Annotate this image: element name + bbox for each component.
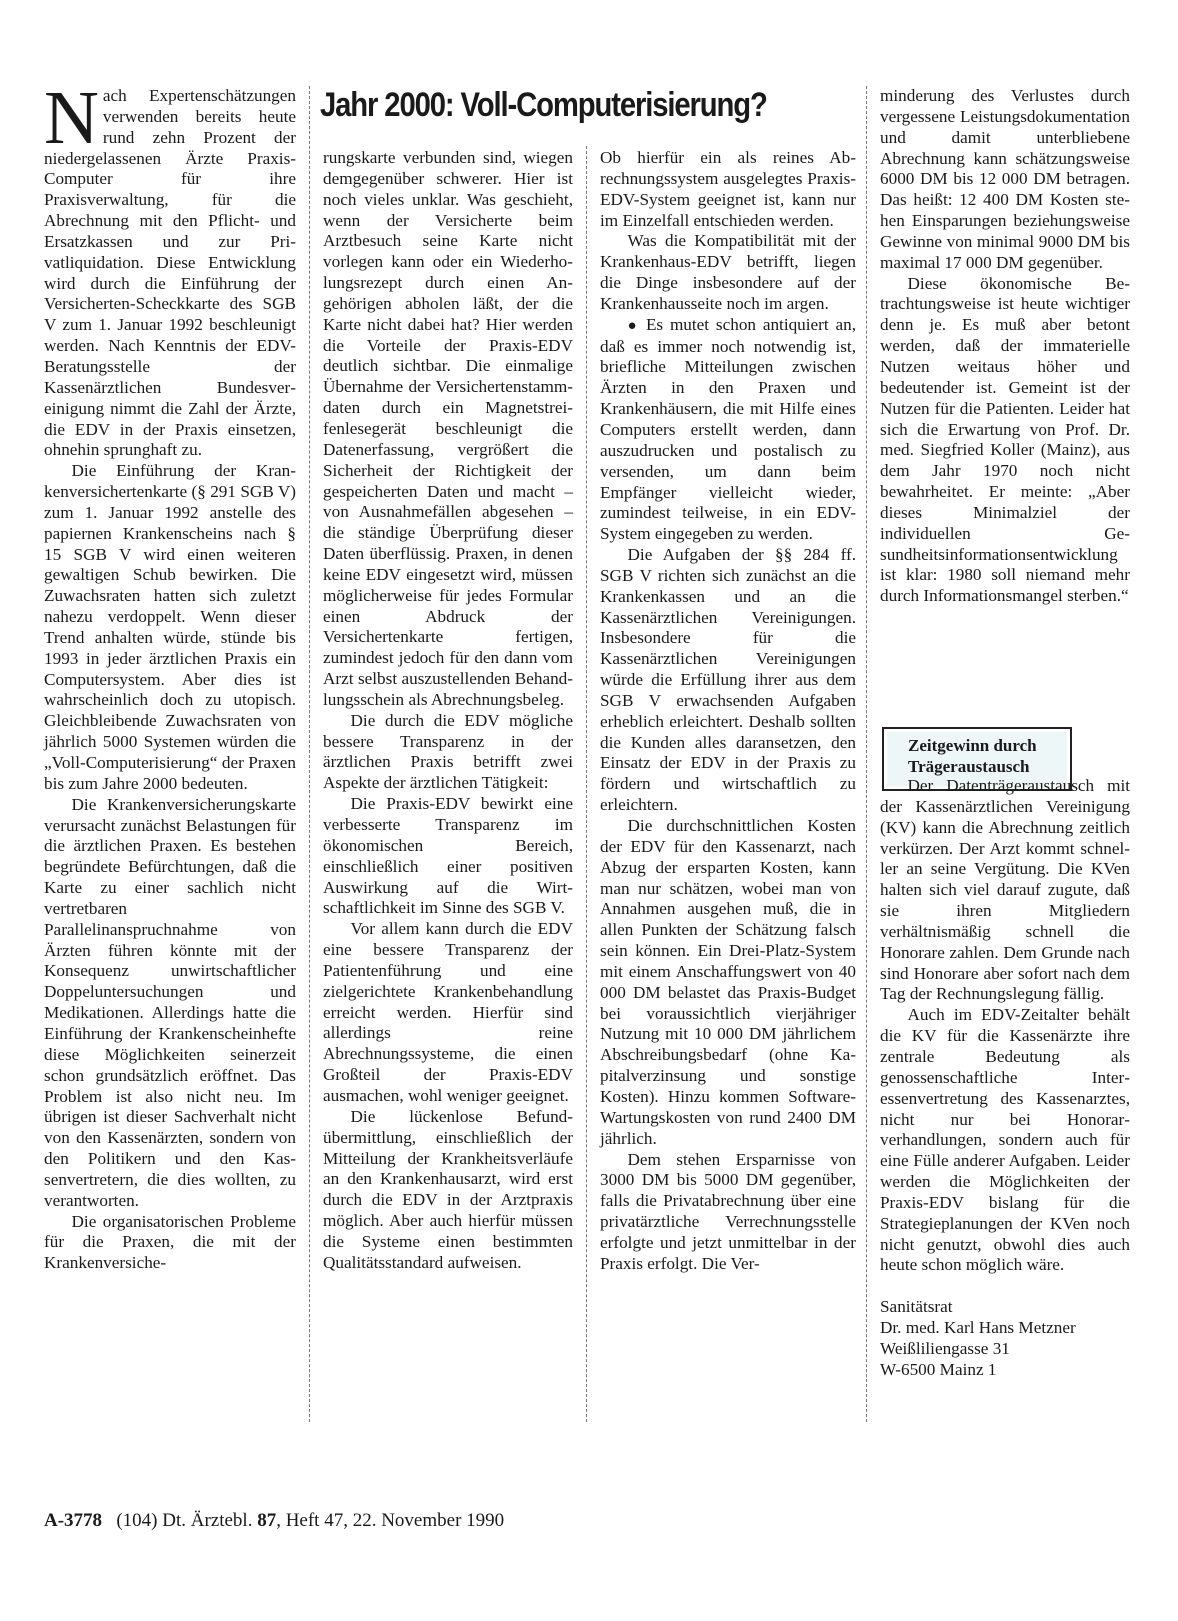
column-1	[44, 76, 296, 1274]
column-4	[880, 86, 1130, 607]
column-rule	[309, 86, 310, 1422]
paragraph: Die organisatorischen Probleme für die Praxen, die mit der Krankenversiche-	[44, 1211, 296, 1273]
subheading-title: Zeitgewinn durch Trägeraustausch	[908, 736, 1037, 776]
signature-line: Sanitätsrat	[880, 1297, 953, 1317]
paragraph: rungskarte verbunden sind, wiegen demgegenüber schwerer. Hier ist noch vieles unklar. Was geschieht, wenn der Versicherte beim Arztbesuch seine Karte nicht vorlegen kann oder ein Wiederholungsrezept durch einen Angehörigen abholen läßt, der die Karte nicht dabei hat? Hier werden die Vorteile der Praxis-EDV deutlich sichtbar. Die einmalige Übernahme der Versichertenstammdaten durch ein Magnetstreifenlesegerät beschleunigt die Datenerfassung, vergrößert die Sicherheit der Richtigkeit der gespeicherten Daten und macht – von Ausnahmefällen abgesehen – die ständige Überprüfung dieser Daten überflüssig. Praxen, in denen keine EDV eingesetzt wird, müssen möglicherweise für jedes Formular einen Abdruck der Versichertenkarte fertigen, zumindest jedoch für den dann vom Arzt selbst auszustellenden Behandlungsschein als Abrechnungsbeleg.	[323, 148, 573, 709]
paragraph: Die durchschnittlichen Kosten der EDV für den Kassenarzt, nach Abzug der ersparten Kosten, kann man nur schätzen, wobei man von Annahmen ausgehen muß, die in allen Punkten der Schätzung falsch sein können. Ein Drei-Platz-System mit einem Anschaffungswert von 40 000 DM belastet das Praxis-Budget bei voraussichtlich vierjähriger Nutzung mit 10 000 DM jährlichem Abschreibungsbedarf (ohne Kapitalverzinsung und sonstige Kosten). Hinzu kommen Software-Wartungskosten von rund 2400 DM jährlich.	[600, 816, 856, 1148]
page-footer	[44, 1510, 504, 1532]
paragraph: Die lückenlose Befundübermittlung, einschließlich der Mitteilung der Krankheitsverläufe an den Krankenhausarzt, wird erst durch die EDV in der Arztpraxis möglich. Aber auch hierfür müssen die Systeme einen bestimmten Qualitätsstandard aufweisen.	[323, 1106, 573, 1272]
paragraph: Diese ökonomische Betrachtungsweise ist heute wichtiger denn je. Es muß aber betont werden, daß der immaterielle Nutzen weitaus höher und bedeutender ist. Gemeint ist der Nutzen für die Patienten. Leider hat sich die Erwartung von Prof. Dr. med. Siegfried Koller (Mainz), aus dem Jahr 1970 noch nicht bewahrheitet. Er meinte: „Aber dieses Minimalziel der individuellen Gesundheitsinformationsentwicklung ist klar: 1980 soll niemand mehr durch Informationsmangel sterben.“	[880, 273, 1130, 606]
paragraph: Die Aufgaben der §§ 284 ff. SGB V richten sich zunächst an die Krankenkassen und an die Kassenärztlichen Vereinigungen. Insbesondere für die Kassenärztlichen Vereinigungen würde die Erfüllung ihrer aus dem SGB V erwachsenden Aufgaben erheblich erleichtert. Deshalb sollten die Kunden alles daransetzen, den Einsatz der EDV in der Praxis zu fördern und wirtschaftlich zu erleichtern.	[600, 545, 856, 815]
column-2	[323, 148, 573, 1274]
page-number: A-3778	[44, 1510, 103, 1531]
paragraph: Der Datenträgeraustausch mit der Kassenärztlichen Vereinigung (KV) kann die Abrechnung zeitlich verkürzen. Der Arzt kommt schneller an seine Vergütung. Die KVen halten sich viel darauf zugute, daß sie ihren Mitgliedern verhältnismäßig schnell die Honorare zahlen. Dem Grunde nach sind Honorare aber sofort nach dem Tag der Rechnungslegung fällig.	[880, 776, 1130, 1004]
drop-cap: N	[44, 76, 99, 160]
paragraph: Die Praxis-EDV bewirkt eine verbesserte Transparenz im ökonomischen Bereich, einschließlich einer positiven Auswirkung auf die Wirtschaftlichkeit im Sinne des SGB V.	[323, 794, 573, 918]
paragraph: minderung des Verlustes durch vergessene Leistungsdokumentation und damit unterbliebene Abrechnung kann schätzungsweise 6000 DM bis 12 000 DM betragen. Das heißt: 12 400 DM Kosten stehen Einsparungen beziehungsweise Gewinne von minimal 9000 DM bis maximal 17 000 DM gegenüber.	[880, 86, 1130, 272]
paragraph: Auch im EDV-Zeitalter behält die KV für die Kassenärzte ihre zentrale Bedeutung als genossenschaftliche Interessenvertretung des Kassenarztes, nicht nur bei Honorarverhandlungen, sondern auch für eine Fülle anderer Aufgaben. Leider werden die Möglichkeiten der Praxis-EDV bislang für die Strategieplanungen der KVen noch nicht genutzt, obwohl dies auch heute schon möglich wäre.	[880, 1005, 1130, 1275]
article-headline: Jahr 2000: Voll-Computerisierung?	[320, 86, 767, 124]
paragraph: Nach Expertenschätzungen verwenden bereits heute rund zehn Prozent der niedergelassenen Ärzte Praxis-Computer für ihre Praxisverwaltung, für die Abrechnung mit den Pflicht- und Ersatzkassen und zur Privatliquidation. Diese Entwicklung wird durch die Einführung der Versicherten-Scheckkarte des SGB V zum 1. Januar 1992 beschleunigt werden. Nach Kenntnis der EDV-Beratungsstelle der Kassenärztlichen Bundesvereinigung nimmt die Zahl der Ärzte, die EDV in der Praxis einsetzen, ohnehin sprunghaft zu.	[44, 76, 296, 460]
paragraph: Die Einführung der Krankenversichertenkarte (§ 291 SGB V) zum 1. Januar 1992 anstelle des papiernen Krankenscheins nach § 15 SGB V wird einen weiteren gewaltigen Schub bewirken. Die Zuwachsraten hatten sich zuletzt nahezu verdoppelt. Wenn dieser Trend anhalten würde, stünde bis 1993 in jeder ärztlichen Praxis ein Computersystem. Aber dies ist wahrscheinlich doch zu utopisch. Gleichbleibende Zuwachsraten von jährlich 5000 Systemen würden die „Voll-Computerisierung“ der Praxen bis zum Jahre 2000 bedeuten.	[44, 461, 296, 793]
paragraph: ● Es mutet schon antiquiert an, daß es immer noch notwendig ist, briefliche Mitteilungen zwischen Ärzten in den Praxen und Krankenhäusern, die mit Hilfe eines Computers erstellt werden, dann auszudrucken und postalisch zu versenden, um dann beim Empfänger vielleicht wieder, zumindest teilweise, in ein EDV-System eingegeben zu werden.	[600, 314, 857, 544]
signature-line: Weißliliengasse 31	[880, 1338, 1010, 1358]
signature-line: W-6500 Mainz 1	[880, 1359, 997, 1379]
paragraph: Was die Kompatibilität mit der Krankenhaus-EDV betrifft, liegen die Dinge insbesondere auf der Krankenhausseite noch im argen.	[600, 231, 856, 313]
paragraph: Ob hierfür ein als reines Abrechnungssystem ausgelegtes Praxis-EDV-System geeignet ist, kann nur im Einzelfall entschieden werden.	[600, 148, 856, 230]
author-signature	[880, 1297, 1130, 1380]
bullet-icon: ●	[627, 317, 640, 334]
column-4-continued	[880, 776, 1130, 1381]
paragraph: Dem stehen Ersparnisse von 3000 DM bis 5000 DM gegenüber, falls die Privatabrechnung über eine privatärztliche Verrechnungsstelle erfolgte und jetzt unmittelbar in der Praxis erfolgt. Die Ver-	[600, 1149, 856, 1273]
column-rule	[586, 146, 587, 1422]
volume-number: 87	[257, 1510, 277, 1531]
signature-line: Dr. med. Karl Hans Metzner	[880, 1318, 1076, 1338]
column-3	[600, 148, 856, 1275]
paragraph: Die durch die EDV mögliche bessere Transparenz in der ärztlichen Praxis betrifft zwei Aspekte der ärztlichen Tätigkeit:	[323, 710, 573, 793]
journal-name: (104) Dt. Ärztebl.	[116, 1510, 253, 1531]
paragraph: Die Krankenversicherungskarte verursacht zunächst Belastungen für die ärztlichen Praxen. Es bestehen begründete Befürchtungen, daß die Karte zu einer sachlich nicht vertretbaren Parallelinanspruchnahme von Ärzten führen könnte mit der Konsequenz unwirtschaftlicher Doppeluntersuchungen und Medikationen. Allerdings hatte die Einführung der Krankenscheinhefte diese Möglichkeiten seinerzeit schon grundsätzlich eröffnet. Das Problem ist also nicht neu. Im übrigen ist dieser Sachverhalt nicht von den Kassenärzten, sondern von den Politikern und den Kassenvertretern, die dies wollten, zu verantworten.	[44, 794, 296, 1210]
paragraph: Vor allem kann durch die EDV eine bessere Transparenz der Patientenführung und eine zielgerichtete Krankenbehandlung erreicht werden. Hierfür sind allerdings reine Abrechnungssysteme, die einen Großteil der Praxis-EDV ausmachen, wohl weniger geeignet.	[323, 919, 573, 1105]
column-rule	[866, 86, 867, 1422]
issue-info: , Heft 47, 22. November 1990	[276, 1510, 505, 1531]
